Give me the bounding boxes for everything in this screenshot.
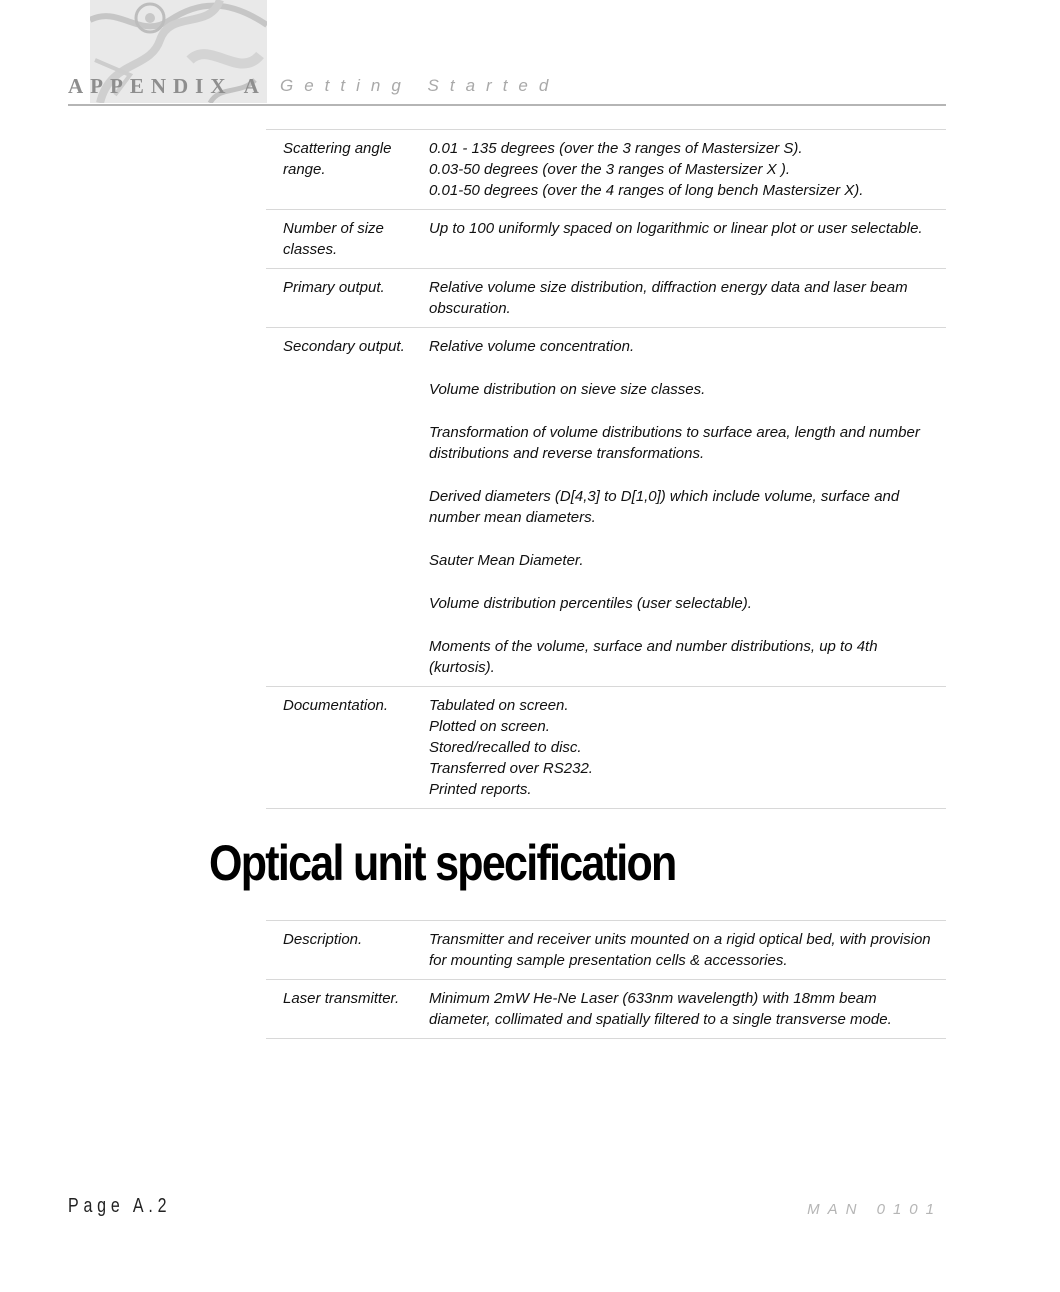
spec-paragraph	[429, 379, 938, 400]
spec-row	[266, 210, 946, 269]
spec-line: Relative volume concentration.	[429, 338, 635, 355]
spec-line: Printed reports.	[429, 781, 532, 798]
spec-label: Documentation.	[266, 687, 429, 809]
spec-line: Transferred over RS232.	[429, 760, 593, 777]
spec-value	[429, 687, 946, 809]
spec-value	[429, 328, 946, 687]
spec-label: Number of size classes.	[266, 210, 429, 269]
spec-line: Moments of the volume, surface and number distributions, up to 4th (kurtosis).	[429, 638, 878, 676]
spec-row	[266, 921, 946, 980]
spec-line: Tabulated on screen.	[429, 697, 569, 714]
appendix-label: APPENDIX A	[68, 74, 266, 98]
running-header	[68, 74, 946, 106]
optical-unit-spec-table	[266, 920, 946, 1039]
spec-line: 0.01 - 135 degrees (over the 3 ranges of Mastersizer S).	[429, 140, 803, 157]
spec-line: Volume distribution on sieve size classes.	[429, 381, 706, 398]
spec-paragraph	[429, 593, 938, 614]
spec-label: Laser transmitter.	[266, 980, 429, 1039]
spec-line: Sauter Mean Diameter.	[429, 552, 584, 569]
spec-line: Derived diameters (D[4,3] to D[1,0]) which include volume, surface and number mean diameters.	[429, 488, 900, 526]
spec-row	[266, 328, 946, 687]
spec-line: Minimum 2mW He-Ne Laser (633nm wavelength) with 18mm beam diameter, collimated and spatially filtered to a single transverse mode.	[429, 990, 892, 1028]
spec-value	[429, 130, 946, 210]
spec-paragraph	[429, 988, 938, 1030]
page-number: Page A.2	[68, 1195, 172, 1217]
spec-paragraph	[429, 695, 938, 800]
analysis-spec-table	[266, 129, 946, 809]
section-label: Getting Started	[280, 76, 560, 95]
spec-paragraph	[429, 138, 938, 201]
spec-line: Transformation of volume distributions to surface area, length and number distributions and reverse transformations.	[429, 424, 920, 462]
spec-paragraph	[429, 422, 938, 464]
spec-label: Scattering angle range.	[266, 130, 429, 210]
spec-line: 0.01-50 degrees (over the 4 ranges of long bench Mastersizer X).	[429, 182, 864, 199]
spec-label: Secondary output.	[266, 328, 429, 687]
spec-line: 0.03-50 degrees (over the 3 ranges of Mastersizer X ).	[429, 161, 791, 178]
spec-line: Plotted on screen.	[429, 718, 550, 735]
document-id: MAN 0101	[807, 1201, 942, 1218]
spec-label: Primary output.	[266, 269, 429, 328]
spec-paragraph	[429, 277, 938, 319]
spec-value	[429, 269, 946, 328]
spec-row	[266, 980, 946, 1039]
spec-line: Up to 100 uniformly spaced on logarithmic or linear plot or user selectable.	[429, 220, 923, 237]
spec-row	[266, 687, 946, 809]
section-heading: Optical unit specification	[209, 835, 676, 891]
spec-label: Description.	[266, 921, 429, 980]
spec-paragraph	[429, 636, 938, 678]
spec-line: Volume distribution percentiles (user selectable).	[429, 595, 752, 612]
spec-paragraph	[429, 336, 938, 357]
spec-value	[429, 210, 946, 269]
spec-line: Relative volume size distribution, diffraction energy data and laser beam obscuration.	[429, 279, 908, 317]
spec-paragraph	[429, 486, 938, 528]
spec-value	[429, 921, 946, 980]
spec-row	[266, 269, 946, 328]
spec-paragraph	[429, 929, 938, 971]
spec-paragraph	[429, 218, 938, 239]
spec-paragraph	[429, 550, 938, 571]
spec-row	[266, 130, 946, 210]
spec-line: Transmitter and receiver units mounted on a rigid optical bed, with provision for mounting sample presentation cells & accessories.	[429, 931, 931, 969]
spec-value	[429, 980, 946, 1039]
spec-line: Stored/recalled to disc.	[429, 739, 582, 756]
